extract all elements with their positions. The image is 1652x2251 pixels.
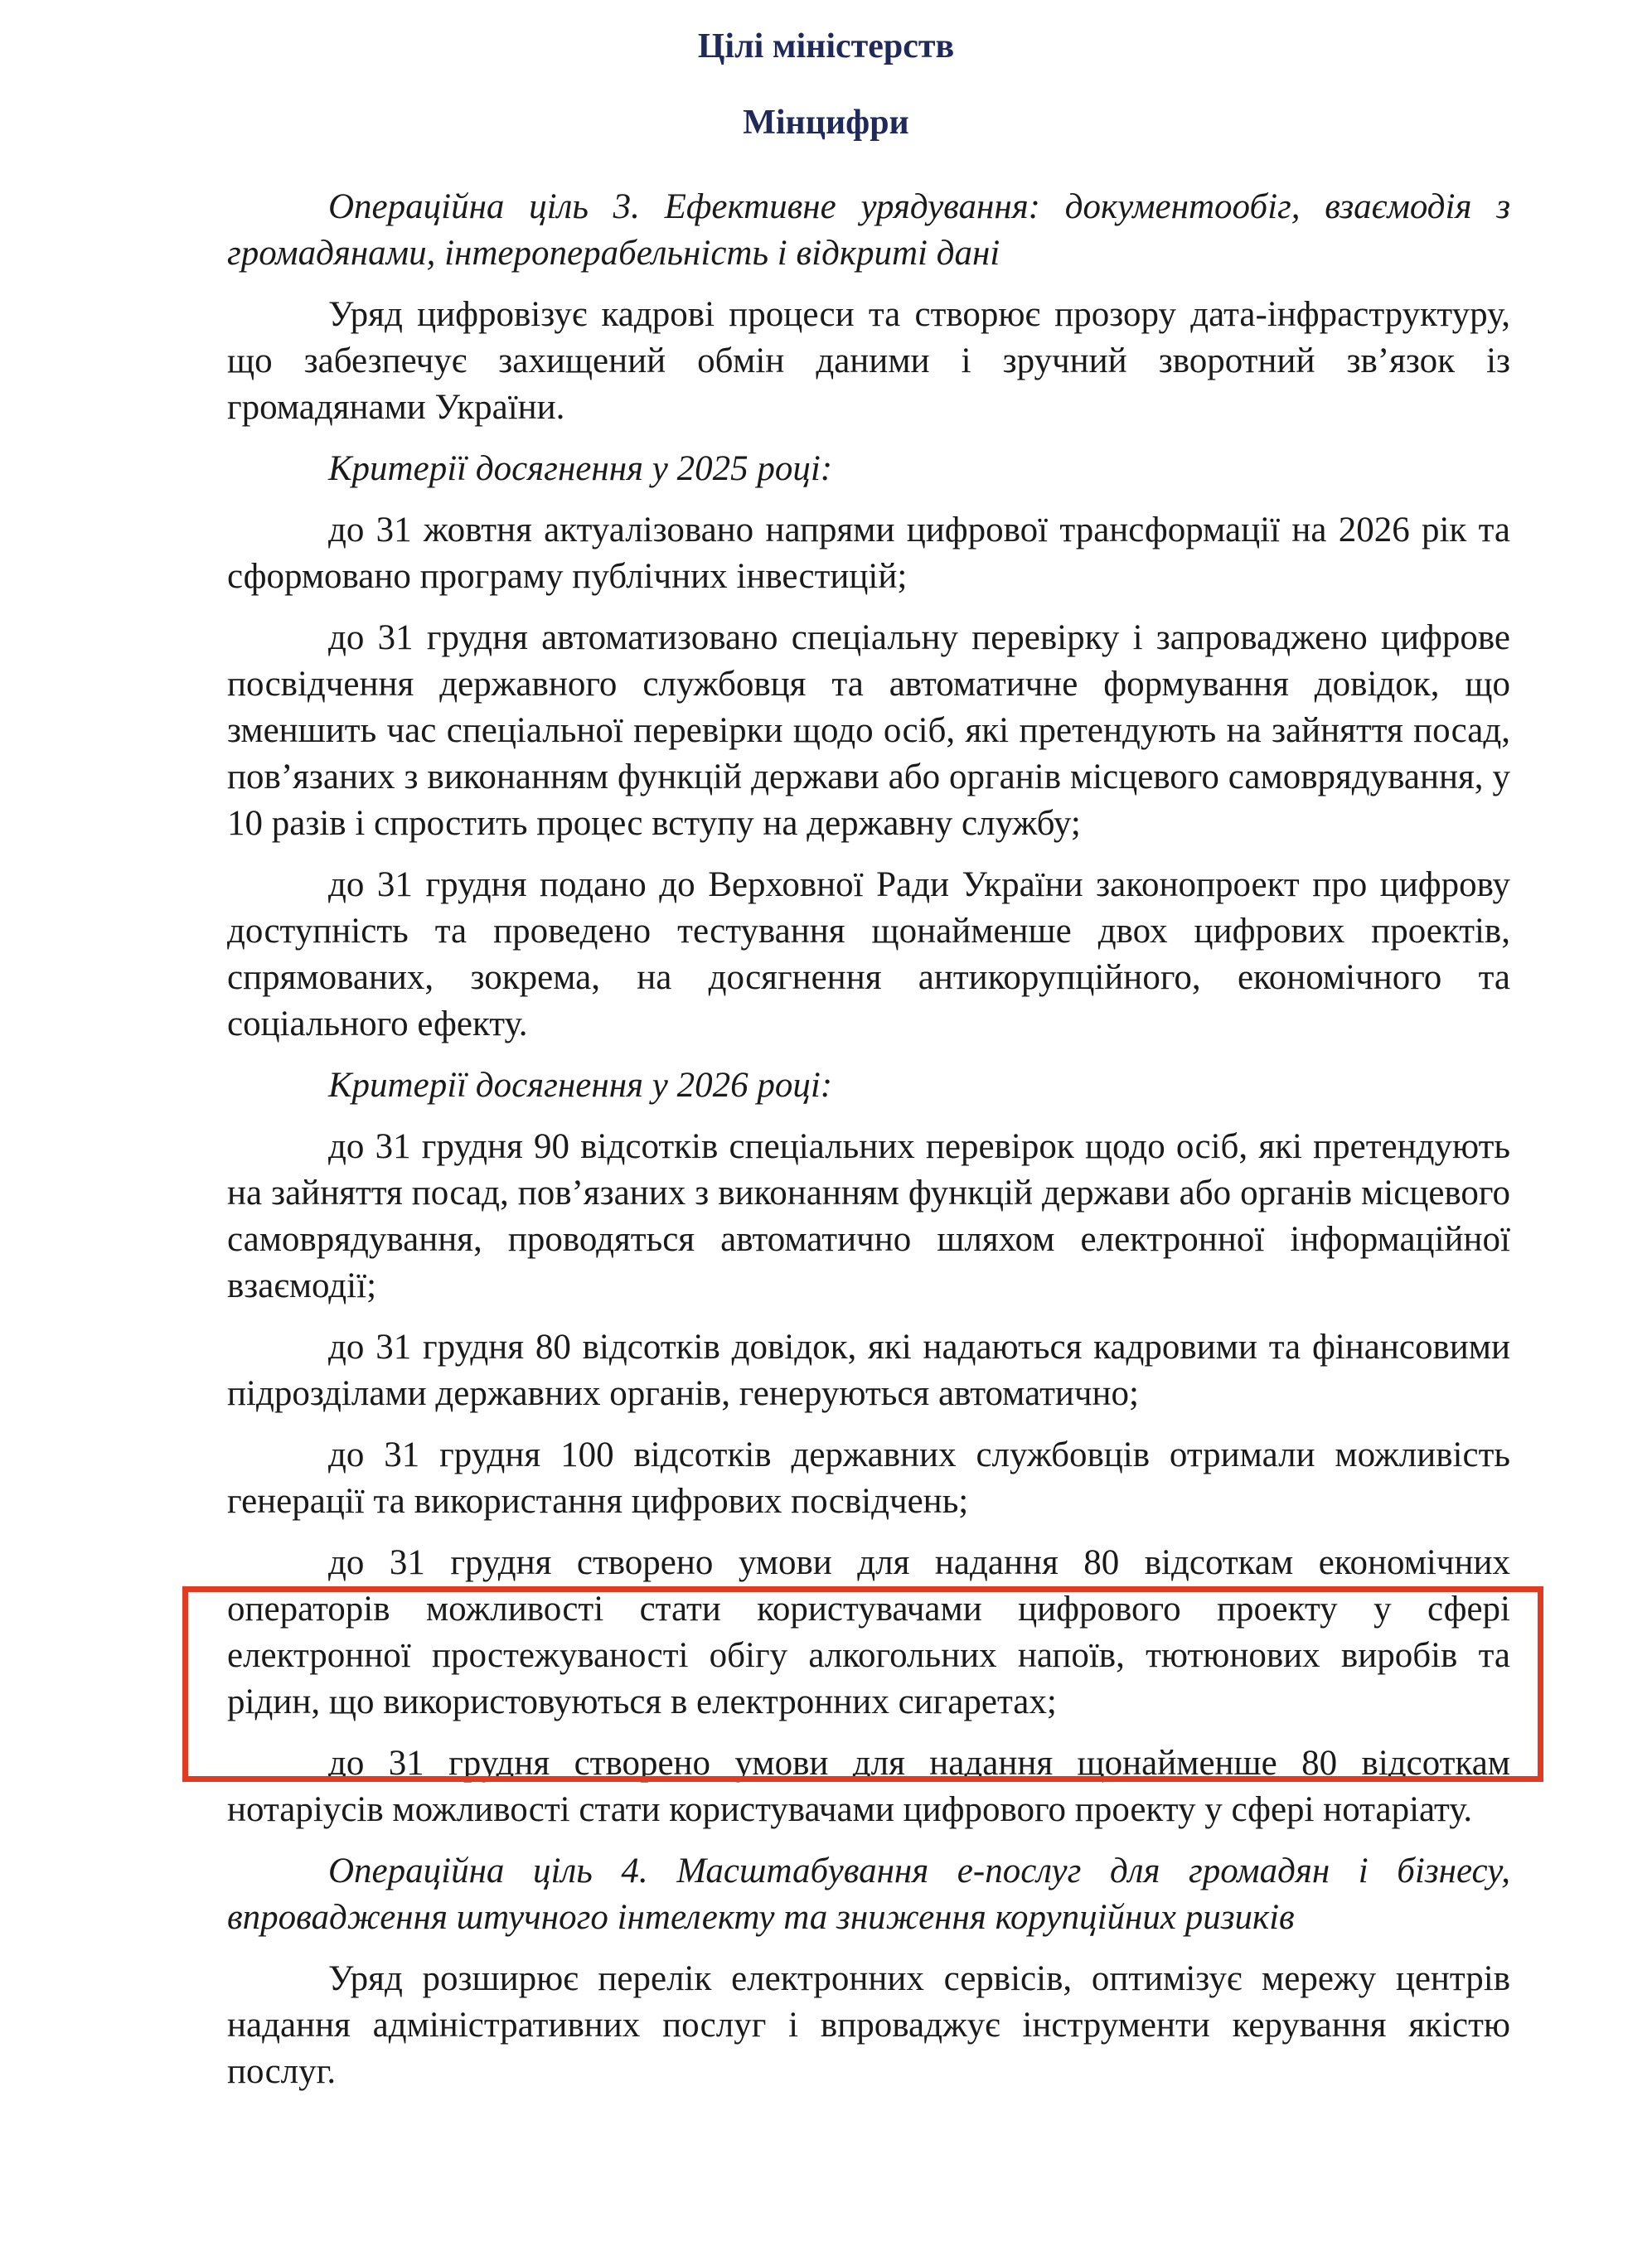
criterion-item: до 31 грудня подано до Верховної Ради України законопроект про цифрову доступність та проведено тестування щонайменше двох цифрових проектів, спрямованих, зокрема, на досягнення антикорупційного, економічного та соціального ефекту. — [227, 865, 1510, 1043]
operational-goal-heading: Операційна ціль 3. Ефективне урядування: документообіг, взаємодія з громадянами, інтероперабельність і відкриті дані — [227, 187, 1510, 273]
page-subtitle: Мінцифри — [743, 104, 909, 142]
body-paragraph: Уряд розширює перелік електронних сервісів, оптимізує мережу центрів надання адміністративних послуг і впроваджує інструменти керування якістю послуг. — [227, 1959, 1510, 2091]
criterion-item: до 31 грудня 90 відсотків спеціальних перевірок щодо осіб, які претендують на зайняття посад, пов’язаних з виконанням функцій держави або органів місцевого самоврядування, проводяться автоматично шляхом електронної інформаційної взаємодії; — [227, 1127, 1510, 1305]
criterion-item: до 31 грудня 80 відсотків довідок, які надаються кадровими та фінансовими підрозділами державних органів, генеруються автоматично; — [227, 1328, 1510, 1413]
operational-goal-heading: Операційна ціль 4. Масштабування е-послуг для громадян і бізнесу, впровадження штучного інтелекту та зниження корупційних ризиків — [227, 1852, 1510, 1937]
highlighted-criterion-item: до 31 грудня створено умови для надання 80 відсоткам економічних операторів можливості стати користувачами цифрового проекту у сфері електронної простежуваності обігу алкогольних напоїв, тютюнових виробів та рідин, що використовуються в електронних сигаретах; — [227, 1543, 1510, 1721]
criterion-item: до 31 грудня 100 відсотків державних службовців отримали можливість генерації та використання цифрових посвідчень; — [227, 1435, 1510, 1521]
criterion-item: до 31 грудня автоматизовано спеціальну перевірку і запроваджено цифрове посвідчення державного службовця та автоматичне формування довідок, що зменшить час спеціальної перевірки щодо осіб, які претендують на зайняття посад, пов’язаних з виконанням функцій держави або органів місцевого самоврядування, у 10 разів і спростить процес вступу на державну службу; — [227, 618, 1510, 843]
criterion-item: до 31 грудня створено умови для надання щонайменше 80 відсоткам нотаріусів можливості стати користувачами цифрового проекту у сфері нотаріату. — [227, 1744, 1510, 1829]
criterion-item: до 31 жовтня актуалізовано напрями цифрової трансформації на 2026 рік та сформовано програму публічних інвестицій; — [227, 511, 1510, 596]
document-body — [227, 184, 1510, 2110]
page-title: Цілі міністерств — [697, 27, 955, 65]
criteria-heading: Критерії досягнення у 2025 році: — [328, 449, 833, 488]
body-paragraph: Уряд цифровізує кадрові процеси та створює прозору дата-інфраструктуру, що забезпечує захищений обмін даними і зручний зворотний зв’язок із громадянами України. — [227, 295, 1510, 427]
criteria-heading: Критерії досягнення у 2026 році: — [328, 1066, 833, 1105]
